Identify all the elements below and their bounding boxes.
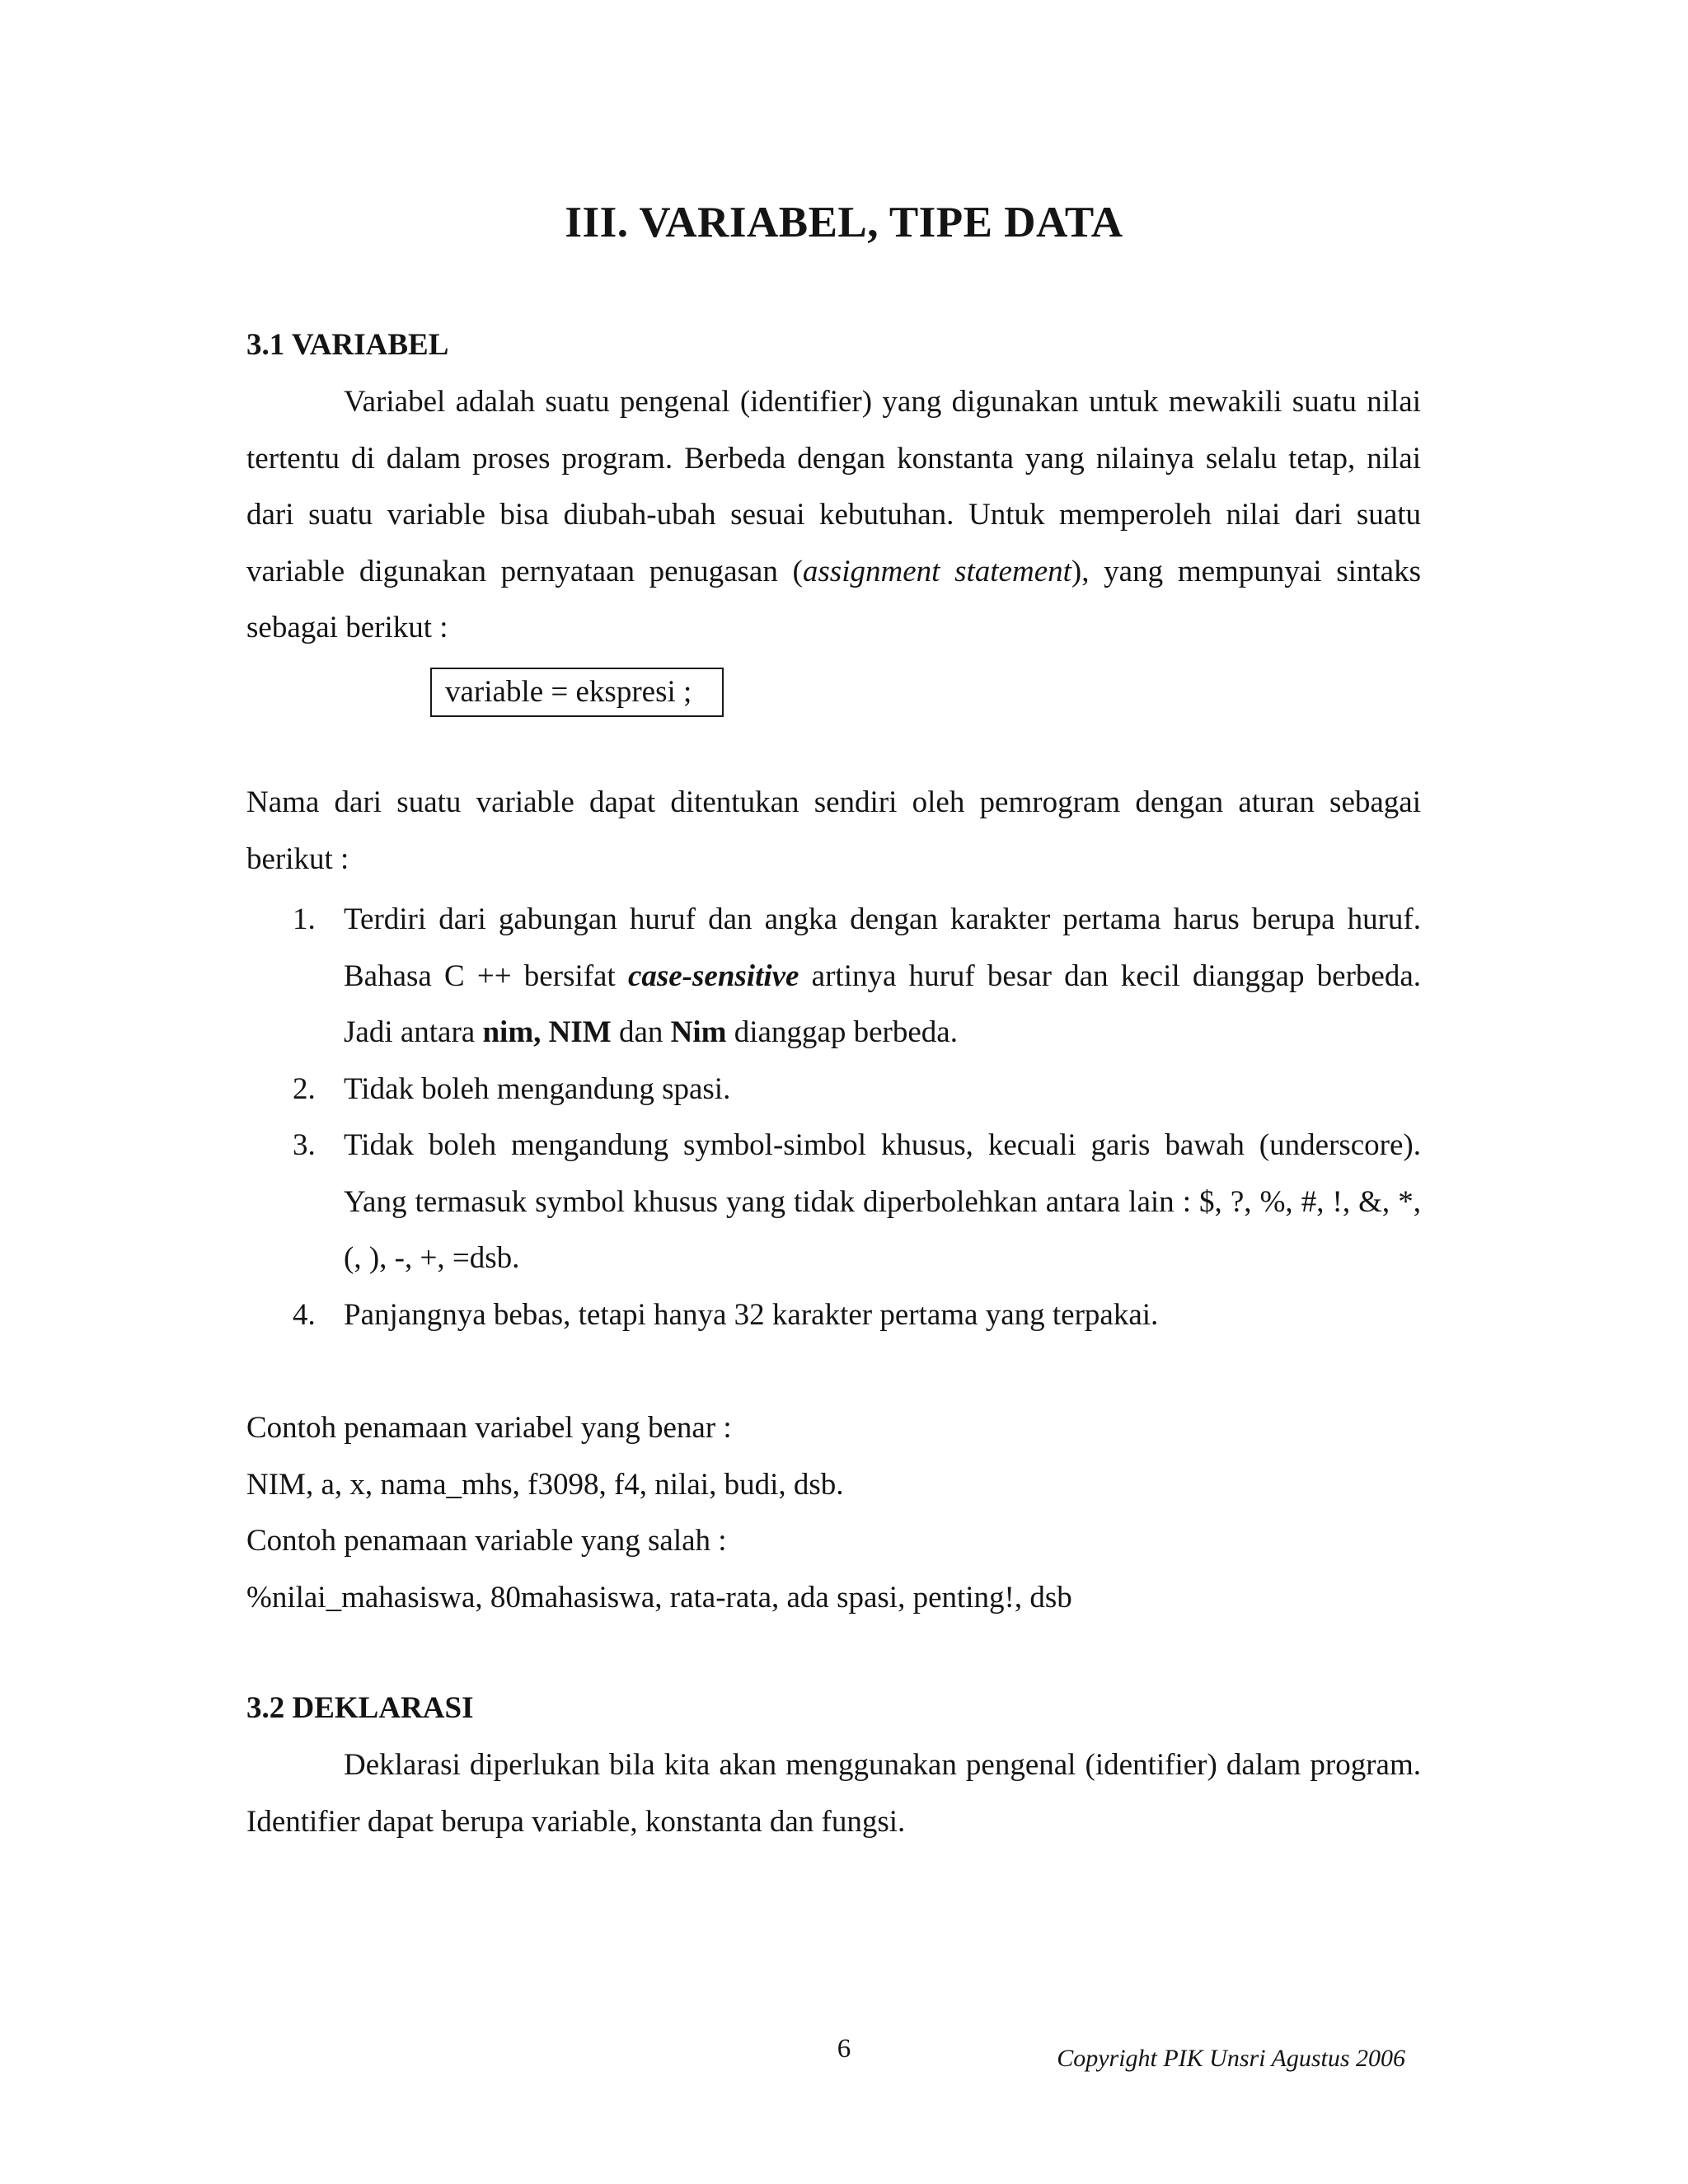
naming-intro-paragraph	[246, 775, 1421, 888]
rule-text-part: dan	[611, 1015, 671, 1049]
page-number: 6	[837, 2034, 851, 2064]
rule-text: Tidak boleh mengandung spasi.	[344, 1071, 731, 1106]
rule-text: Tidak boleh mengandung symbol-simbol khusus, kecuali garis bawah (underscore). Yang termasuk symbol khusus yang tidak diperbolehkan antara lain : $, ?, %, #, !, &, *, (, ), -, +, =dsb.	[344, 1128, 1421, 1275]
rule-text-part: Terdiri dari gabungan huruf dan angka dengan karakter pertama harus berupa huruf. Bahasa C ++ bersifat	[344, 902, 1421, 993]
correct-examples-label: Contoh penamaan variabel yang benar :	[246, 1411, 732, 1445]
intro-text	[246, 374, 1421, 657]
deklarasi-paragraph	[246, 1737, 1421, 1850]
intro-text-start: Variabel adalah suatu pengenal (identifier) yang digunakan untuk mewakili suatu nilai tertentu di dalam proses program. Berbeda dengan konstanta yang nilainya selalu tetap, nilai dari suatu variable bisa diubah-ubah sesuai kebutuhan. Untuk memperoleh nilai dari suatu variable digunakan pernyataan penugasan (	[246, 385, 1421, 588]
chapter-title: III. VARIABEL, TIPE DATA	[565, 199, 1123, 246]
list-item-number: 1.	[293, 902, 316, 936]
section-heading-variabel: 3.1 VARIABEL	[246, 328, 449, 362]
intro-text-end: ), yang mempunyai sintaks sebagai berikut :	[246, 554, 1421, 644]
assignment-statement-term: assignment statement	[802, 554, 1071, 588]
list-item	[246, 892, 1421, 1062]
list-item-number: 3.	[293, 1128, 316, 1162]
deklarasi-text: Deklarasi diperlukan bila kita akan menggunakan pengenal (identifier) dalam program. Identifier dapat berupa variable, konstanta dan fungsi.	[246, 1748, 1421, 1839]
list-item	[246, 1287, 1421, 1344]
list-item	[246, 1062, 1421, 1118]
rule-text-part: artinya huruf besar dan kecil dianggap berbeda. Jadi antara	[344, 958, 1421, 1049]
case-sensitive-term: case-sensitive	[627, 958, 799, 993]
naming-rules-list	[246, 892, 1421, 1343]
wrong-examples-label: Contoh penamaan variable yang salah :	[246, 1524, 727, 1558]
list-item-number: 2.	[293, 1071, 316, 1106]
rule-text-part: dianggap berbeda.	[726, 1015, 958, 1049]
wrong-examples: %nilai_mahasiswa, 80mahasiswa, rata-rata, ada spasi, penting!, dsb	[246, 1580, 1072, 1615]
correct-examples: NIM, a, x, nama_mhs, f3098, f4, nilai, budi, dsb.	[246, 1467, 844, 1502]
variabel-intro-paragraph	[246, 374, 1421, 657]
rule-text: Panjangnya bebas, tetapi hanya 32 karakter pertama yang terpakai.	[344, 1297, 1159, 1332]
syntax-box: variable = ekspresi ;	[430, 668, 724, 717]
list-item	[246, 1118, 1421, 1287]
copyright-footer: Copyright PIK Unsri Agustus 2006	[1057, 2045, 1405, 2072]
naming-intro-text: Nama dari suatu variable dapat ditentukan sendiri oleh pemrogram dengan aturan sebagai berikut :	[246, 785, 1421, 876]
examples-block	[246, 1400, 1421, 1626]
bold-example: Nim	[670, 1015, 727, 1049]
list-item-number: 4.	[293, 1297, 316, 1332]
section-heading-deklarasi: 3.2 DEKLARASI	[246, 1691, 474, 1725]
bold-example: nim, NIM	[482, 1015, 612, 1049]
